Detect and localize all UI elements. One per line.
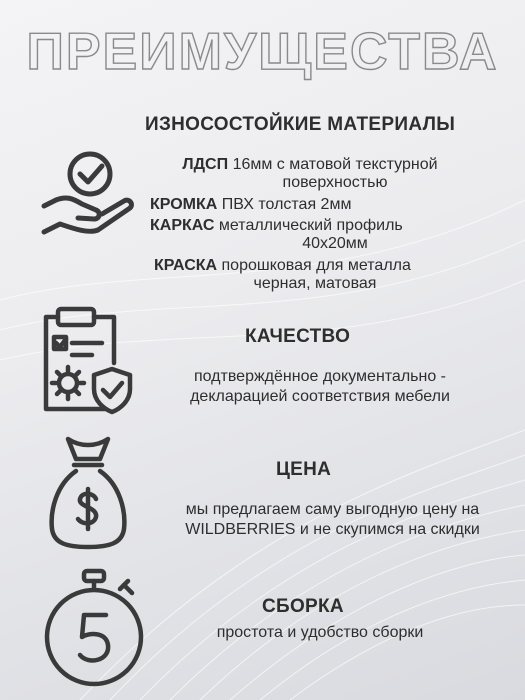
karkas-label: КАРКАС xyxy=(150,217,215,234)
kromka-label: КРОМКА xyxy=(150,196,218,213)
price-text-2: WILDBERRIES и не скупимся на скидки xyxy=(185,521,480,538)
clipboard-gear-shield-icon xyxy=(36,305,136,415)
kraska-text-2: черная, матовая xyxy=(253,275,377,292)
kromka-text: ПВХ толстая 2мм xyxy=(221,196,352,213)
quality-text-1: подтверждённое документально - xyxy=(193,368,447,385)
assembly-text-1: простота и удобство сборки xyxy=(216,624,424,641)
price-heading: ЦЕНА xyxy=(276,459,332,480)
kraska-text-1: порошковая для металла xyxy=(221,257,411,274)
karkas-text-1: металлический профиль xyxy=(218,217,403,234)
ldsp-line xyxy=(145,156,475,174)
assembly-heading: СБОРКА xyxy=(262,596,344,617)
page-title: ПРЕИМУЩЕСТВА xyxy=(26,23,499,81)
kromka-line xyxy=(150,196,400,214)
quality-heading: КАЧЕСТВО xyxy=(245,326,351,347)
hand-checkmark-icon xyxy=(38,150,138,245)
materials-heading: ИЗНОСОСТОЙКИЕ МАТЕРИАЛЫ xyxy=(145,114,456,135)
ldsp-label: ЛДСП xyxy=(182,156,229,173)
ldsp-text-1: 16мм с матовой текстурной xyxy=(232,156,438,173)
quality-text-2: декларацией соответствия мебели xyxy=(190,388,450,405)
ldsp-text-2: поверхностью xyxy=(282,174,388,191)
price-text-1: мы предлагаем саму выгодную цену на xyxy=(185,501,480,518)
karkas-line xyxy=(150,217,470,235)
stopwatch-five-icon xyxy=(40,567,150,687)
karkas-text-2: 40х20мм xyxy=(302,235,368,252)
kraska-label: КРАСКА xyxy=(154,257,218,274)
kraska-line xyxy=(154,257,474,275)
money-bag-dollar-icon xyxy=(46,433,130,553)
